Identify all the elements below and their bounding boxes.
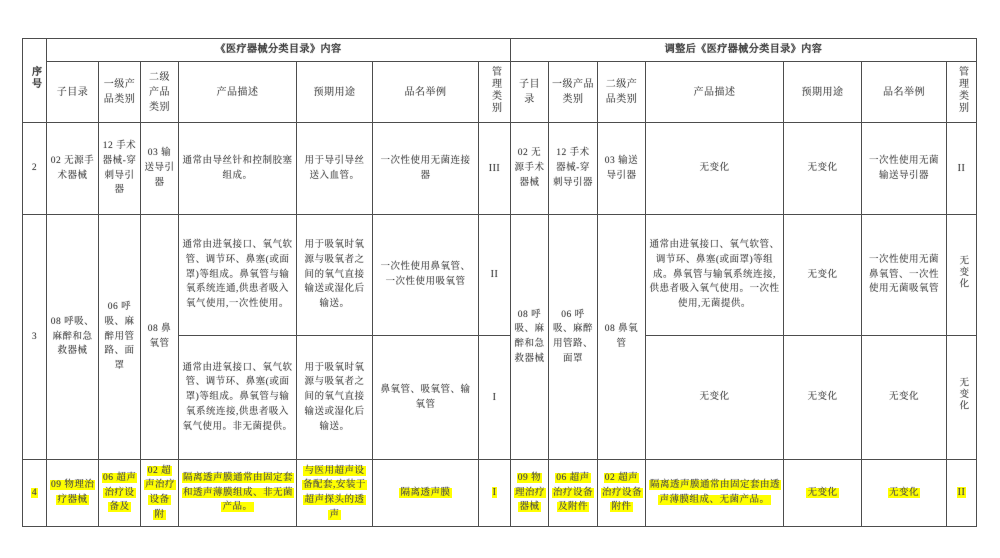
col-header-desc-left: 产品描述: [179, 62, 297, 123]
cell-use-right: 无变化: [784, 215, 862, 336]
table-row: [23, 123, 977, 215]
cell-cat1-right: 12 手术器械-穿刺导引器: [549, 123, 598, 215]
cell-use-left: 用于吸氧时氧源与吸氧者之间的氧气直接输送或湿化后输送。: [297, 336, 373, 460]
class-value-vertical: 无变化: [957, 254, 968, 290]
cell-cat2-right: 03 输送导引器: [598, 123, 646, 215]
cell-use-right: 无变化: [784, 336, 862, 460]
cell-desc-left: 通常由进氧接口、氧气软管、调节环、鼻塞(或面罩)等组成。鼻氧管与输氧系统连通,供患者吸入氧气使用,一次性使用。: [179, 215, 297, 336]
cell-cat2-right: 08 鼻氧管: [598, 215, 646, 460]
col-header-cat1-left: 一级产品类别: [99, 62, 141, 123]
col-header-desc-right: 产品描述: [646, 62, 784, 123]
highlighted-text: 隔离透声膜: [400, 487, 451, 498]
seq-header-label: 序号: [29, 65, 41, 90]
cell-class-left: [479, 460, 511, 527]
cell-examples-right: 一次性使用无菌鼻氧管、一次性使用无菌吸氧管: [862, 215, 947, 336]
cell-class-left: I: [479, 336, 511, 460]
col-header-cat2-right: 二级产品类别: [598, 62, 646, 123]
col-header-cat1-right: 一级产品类别: [549, 62, 598, 123]
left-section-title: 《医疗器械分类目录》内容: [47, 39, 511, 62]
cell-class-right: [947, 460, 977, 527]
cell-seq: [23, 460, 47, 527]
cell-cat1-right: [549, 460, 598, 527]
cell-cat2-right: [598, 460, 646, 527]
cell-use-right: [784, 460, 862, 527]
cell-examples-left: 一次性使用无菌连接器: [373, 123, 479, 215]
col-header-use-right: 预期用途: [784, 62, 862, 123]
cell-examples-left: 一次性使用鼻氧管、一次性使用吸氧管: [373, 215, 479, 336]
cell-cat1-left: 12 手术器械-穿刺导引器: [99, 123, 141, 215]
highlighted-text: 06 超声治疗设备及: [103, 472, 137, 513]
cell-subdir-right: 02 无源手术器械: [511, 123, 549, 215]
highlighted-text: 与医用超声设备配套,安装于超声探头的透声: [303, 465, 366, 520]
highlighted-text: I: [492, 487, 497, 499]
cell-desc-left: [179, 460, 297, 527]
col-header-examples-right: 品名举例: [862, 62, 947, 123]
highlighted-text: 09 物理治疗器械: [51, 480, 95, 505]
col-header-class-right: [947, 62, 977, 123]
highlighted-text: 隔离透声膜通常由固定套由透声薄膜组成、无菌产品。: [650, 480, 781, 505]
highlighted-text: 02 超声治疗设备附: [145, 465, 176, 520]
highlighted-text: II: [957, 487, 966, 499]
cell-cat2-left: 08 鼻氧管: [141, 215, 179, 460]
cell-subdir-left: 08 呼吸、麻醉和急救器械: [47, 215, 99, 460]
cell-use-left: 用于导引导丝送入血管。: [297, 123, 373, 215]
class-header-label: 管理类别: [489, 65, 501, 114]
header-row-columns: [23, 62, 977, 123]
col-header-subdir-left: 子目录: [47, 62, 99, 123]
cell-examples-right: [862, 460, 947, 527]
col-header-use-left: 预期用途: [297, 62, 373, 123]
cell-use-left: 用于吸氧时氧源与吸氧者之间的氧气直接输送或湿化后输送。: [297, 215, 373, 336]
cell-use-left: [297, 460, 373, 527]
highlighted-text: 02 超声治疗设备附件: [602, 472, 643, 513]
seq-column-header: [23, 39, 47, 123]
highlighted-text: 09 物理治疗器械: [515, 472, 546, 513]
cell-cat1-right: 06 呼吸、麻醉用管路、面罩: [549, 215, 598, 460]
highlighted-text: 隔离透声膜通常由固定套和透声薄膜组成、非无菌产品。: [183, 472, 294, 513]
highlighted-text: 4: [31, 487, 38, 498]
cell-cat2-left: 03 输送导引器: [141, 123, 179, 215]
cell-subdir-left: 02 无源手术器械: [47, 123, 99, 215]
cell-desc-right: 通常由进氧接口、氧气软管、调节环、鼻塞(或面罩)等组成。鼻氧管与输氧系统连接,供患者吸入氧气使用。一次性使用,无菌提供。: [646, 215, 784, 336]
cell-class-right: II: [947, 123, 977, 215]
cell-class-left: II: [479, 215, 511, 336]
cell-desc-left: 通常由导丝针和控制胶塞组成。: [179, 123, 297, 215]
col-header-class-left: [479, 62, 511, 123]
cell-class-right: [947, 215, 977, 336]
cell-seq: 2: [23, 123, 47, 215]
table-row-highlighted: [23, 460, 977, 527]
cell-subdir-left: [47, 460, 99, 527]
cell-examples-right: 一次性使用无菌输送导引器: [862, 123, 947, 215]
cell-examples-right: 无变化: [862, 336, 947, 460]
classification-comparison-table: [22, 38, 977, 527]
class-header-label: 管理类别: [956, 65, 968, 114]
cell-subdir-right: 08 呼吸、麻醉和急救器械: [511, 215, 549, 460]
highlighted-text: 无变化: [888, 487, 919, 498]
col-header-examples-left: 品名举例: [373, 62, 479, 123]
col-header-subdir-right: 子目录: [511, 62, 549, 123]
cell-subdir-right: [511, 460, 549, 527]
right-section-title: 调整后《医疗器械分类目录》内容: [511, 39, 977, 62]
cell-class-right: [947, 336, 977, 460]
cell-examples-left: [373, 460, 479, 527]
header-row-titles: [23, 39, 977, 62]
cell-cat1-left: 06 呼吸、麻醉用管路、面罩: [99, 215, 141, 460]
cell-examples-left: 鼻氧管、吸氧管、输氧管: [373, 336, 479, 460]
table-row: [23, 215, 977, 336]
cell-cat2-left: [141, 460, 179, 527]
cell-class-left: III: [479, 123, 511, 215]
highlighted-text: 无变化: [807, 487, 838, 498]
highlighted-text: 06 超声治疗设备及附件: [553, 472, 594, 513]
cell-desc-right: 无变化: [646, 336, 784, 460]
cell-use-right: 无变化: [784, 123, 862, 215]
cell-desc-right: 无变化: [646, 123, 784, 215]
cell-cat1-left: [99, 460, 141, 527]
cell-desc-right: [646, 460, 784, 527]
class-value-vertical: 无变化: [957, 377, 968, 412]
cell-seq: 3: [23, 215, 47, 460]
col-header-cat2-left: 二级产品类别: [141, 62, 179, 123]
cell-desc-left: 通常由进氧接口、氧气软管、调节环、鼻塞(或面罩)等组成。鼻氧管与输氧系统连接,供患者吸入氧气使用。非无菌提供。: [179, 336, 297, 460]
